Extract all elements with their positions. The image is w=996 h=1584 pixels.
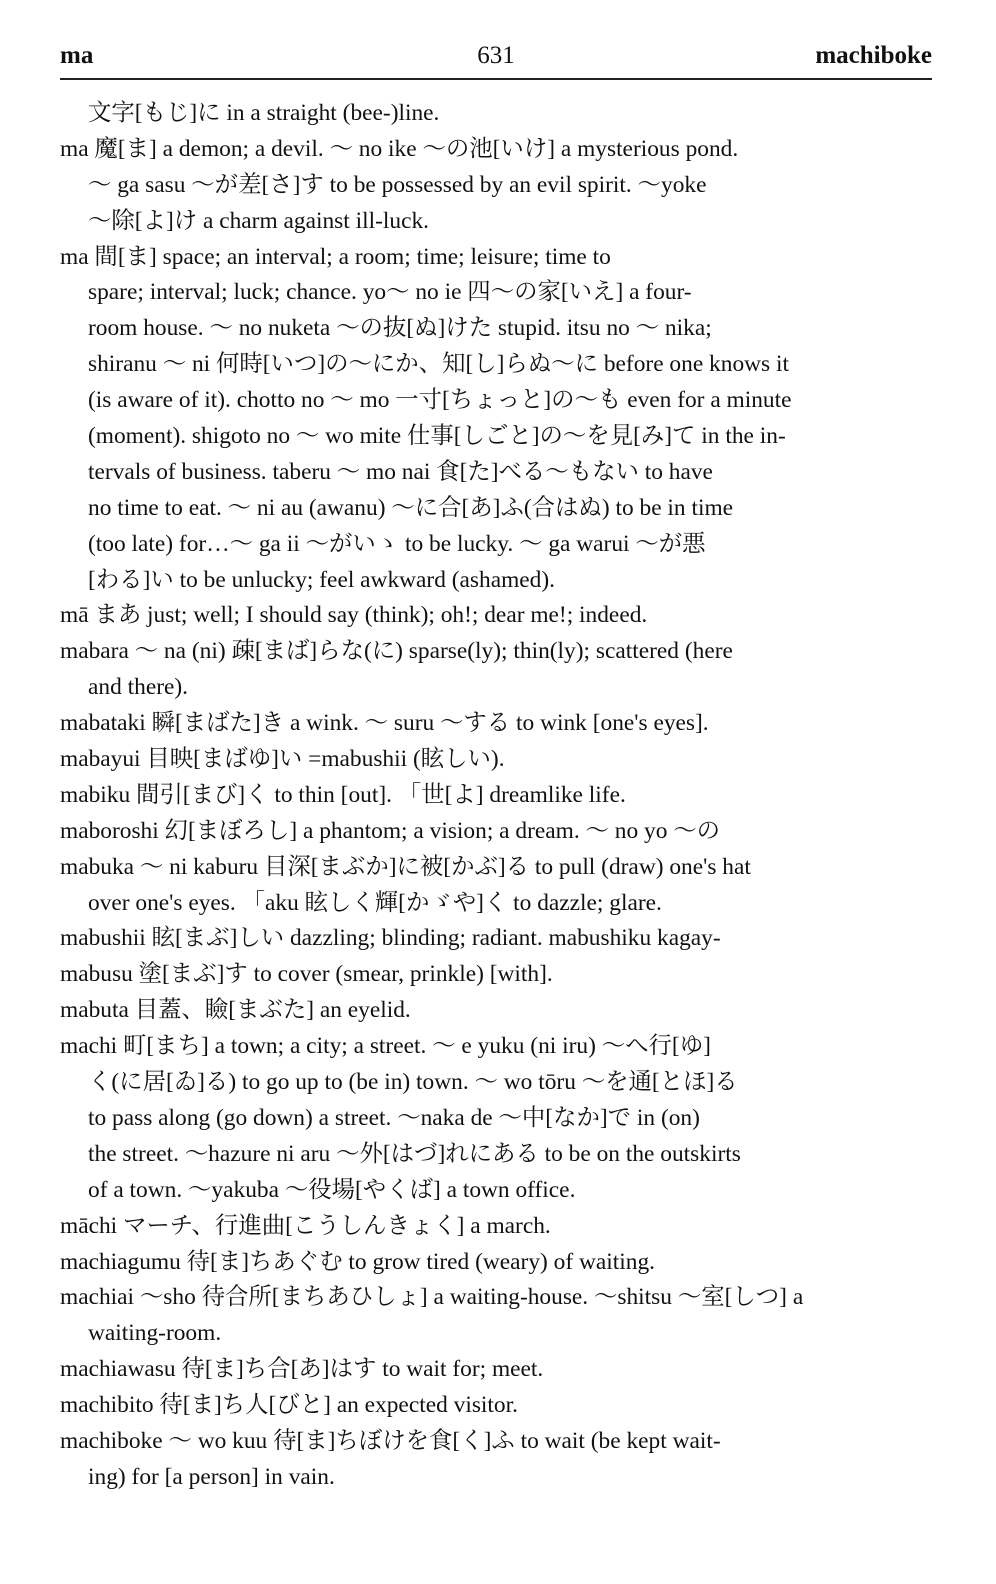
dictionary-line: room house. ～ no nuketa ～の抜[ぬ]けた stupid. itsu no ～ nika; — [88, 315, 712, 342]
dictionary-line: mabara ～ na (ni) 疎[まば]らな(に) sparse(ly); thin(ly); scattered (here — [60, 638, 733, 665]
dictionary-line: mabushii 眩[まぶ]しい dazzling; blinding; radiant. mabushiku kagay- — [60, 925, 721, 952]
dictionary-line: machibito 待[ま]ち人[びと] an expected visitor. — [60, 1392, 518, 1419]
dictionary-line: [わる]い to be unlucky; feel awkward (ashamed). — [88, 566, 556, 593]
dictionary-line: over one's eyes. 「aku 眩しく輝[かゞや]く to dazzle; glare. — [88, 889, 662, 916]
dictionary-line: mabiku 間引[まび]く to thin [out]. 「世[よ] dreamlike life. — [60, 781, 626, 808]
dictionary-line: ～除[よ]け a charm against ill-luck. — [88, 207, 430, 234]
dictionary-line: maboroshi 幻[まぼろし] a phantom; a vision; a dream. ～ no yo ～の — [60, 817, 721, 844]
dictionary-line: the street. ～hazure ni aru ～外[はづ]れにある to be on the outskirts — [88, 1140, 741, 1167]
dictionary-line: mabusu 塗[まぶ]す to cover (smear, prinkle) [with]. — [60, 961, 553, 988]
dictionary-line: spare; interval; luck; chance. yo～ no ie 四～の家[いえ] a four- — [88, 279, 692, 306]
dictionary-line: no time to eat. ～ ni au (awanu) ～に合[あ]ふ(合はぬ) to be in time — [88, 494, 734, 521]
dictionary-line: ma 魔[ま] a demon; a devil. ～ no ike ～の池[いけ] a mysterious pond. — [60, 135, 739, 162]
dictionary-line: (is aware of it). chotto no ～ mo 一寸[ちょっと]の～も even for a minute — [88, 387, 792, 414]
dictionary-line: (too late) for…～ ga ii ～がいゝ to be lucky. ～ ga warui ～が悪 — [88, 530, 706, 557]
dictionary-line: machiagumu 待[ま]ちあぐむ to grow tired (weary) of waiting. — [60, 1248, 656, 1275]
page-number: 631 — [477, 42, 515, 69]
dictionary-line: ～ ga sasu ～が差[さ]す to be possessed by an evil spirit. ～yoke — [88, 171, 707, 198]
dictionary-line: mabuta 目蓋、瞼[まぶた] an eyelid. — [60, 997, 411, 1024]
dictionary-line: ing) for [a person] in vain. — [88, 1463, 335, 1490]
dictionary-line: waiting-room. — [88, 1320, 222, 1347]
dictionary-line: shiranu ～ ni 何時[いつ]の～にか、知[し]らぬ～に before one knows it — [88, 351, 789, 378]
dictionary-line: and there). — [88, 674, 189, 701]
page-header — [60, 38, 932, 80]
dictionary-line: to pass along (go down) a street. ～naka de ～中[なか]で in (on) — [88, 1104, 700, 1131]
dictionary-line: machiai ～sho 待合所[まちあひしょ] a waiting-house. ～shitsu ～室[しつ] a — [60, 1284, 804, 1311]
dictionary-line: mabataki 瞬[まばた]き a wink. ～ suru ～する to wink [one's eyes]. — [60, 710, 709, 737]
dictionary-line: of a town. ～yakuba ～役場[やくば] a town office. — [88, 1176, 576, 1203]
dictionary-line: ma 間[ま] space; an interval; a room; time; leisure; time to — [60, 243, 611, 270]
dictionary-entries — [60, 96, 932, 1496]
dictionary-line: mā まあ just; well; I should say (think); oh!; dear me!; indeed. — [60, 602, 648, 629]
header-guide-word-left: ma — [60, 42, 94, 69]
dictionary-line: mabuka ～ ni kaburu 目深[まぶか]に被[かぶ]る to pull (draw) one's hat — [60, 853, 751, 880]
dictionary-line: mabayui 目映[まばゆ]い =mabushii (眩しい). — [60, 746, 505, 773]
dictionary-line: (moment). shigoto no ～ wo mite 仕事[しごと]の～を見[み]て in the in- — [88, 423, 786, 450]
dictionary-line: machiboke ～ wo kuu 待[ま]ちぼけを食[く]ふ to wait (be kept wait- — [60, 1427, 721, 1454]
dictionary-line: 文字[もじ]に in a straight (bee-)line. — [88, 100, 440, 126]
dictionary-line: machiawasu 待[ま]ち合[あ]はす to wait for; meet. — [60, 1356, 544, 1383]
header-guide-word-right: machiboke — [815, 42, 932, 69]
dictionary-line: machi 町[まち] a town; a city; a street. ～ e yuku (ni iru) ～へ行[ゆ] — [60, 1033, 711, 1060]
dictionary-line: māchi マーチ、行進曲[こうしんきょく] a march. — [60, 1212, 551, 1239]
dictionary-line: tervals of business. taberu ～ mo nai 食[た]べる～もない to have — [88, 458, 713, 485]
dictionary-line: く(に居[ゐ]る) to go up to (be in) town. ～ wo tōru ～を通[とほ]る — [88, 1069, 738, 1096]
